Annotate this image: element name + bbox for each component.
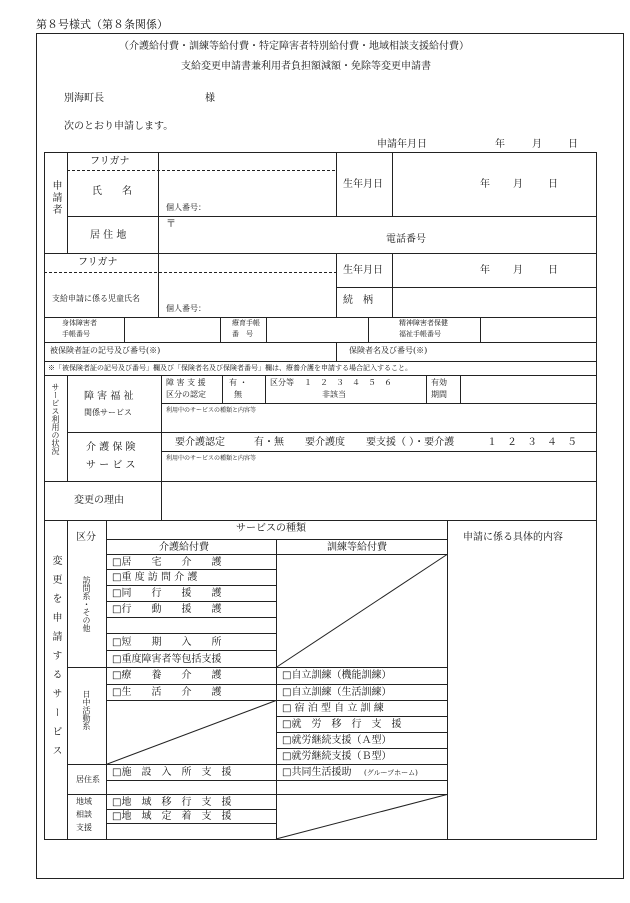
certificate-note: ※「被保険者証の記号及び番号」欄及び「保険者名及び保険者番号」欄は、療養介護を申請する場合記入すること。 <box>48 364 412 372</box>
usage-section-label: サービス利用の状況 <box>51 383 60 455</box>
care-benefits-header: 介護給付費 <box>159 542 209 553</box>
checkbox-residential-training[interactable]: □ 宿 泊 型 自 立 訓 練 <box>282 703 384 714</box>
rehab-cert-label-1: 療育手帳 <box>232 319 260 327</box>
group-community-label-1: 地域 <box>76 797 92 806</box>
application-date-month[interactable]: 月 <box>532 139 542 150</box>
applicant-birth-year[interactable]: 年 <box>480 179 490 190</box>
disability-service-label: 障 害 福 祉 <box>84 391 134 402</box>
checkbox-life-care[interactable]: □生 活 介 護 <box>112 687 222 698</box>
classification-yes-no-1[interactable]: 有 ・ <box>229 378 248 387</box>
support-level-label[interactable]: 要支援（ ）・要介護 <box>366 437 455 448</box>
child-birth-month[interactable]: 月 <box>513 265 523 276</box>
applicant-address-label: 居 住 地 <box>90 230 127 241</box>
insured-symbol-label: 被保険者証の記号及び番号(※) <box>50 346 161 355</box>
checkbox-behavior-support[interactable]: □行 動 援 護 <box>112 604 222 615</box>
training-benefits-header: 訓練等給付費 <box>327 542 387 553</box>
checkbox-group-living[interactable]: □共同生活援助 <box>282 767 352 778</box>
applicant-name-label: 氏 名 <box>92 186 132 197</box>
applicant-birthdate-label: 生年月日 <box>343 179 383 190</box>
class-non-applicable[interactable]: 非該当 <box>322 390 346 399</box>
child-furigana-label: フリガナ <box>78 257 118 268</box>
postal-mark: 〒 <box>166 219 176 230</box>
group-home-note: (グループホーム) <box>364 769 418 777</box>
validity-label-1: 有効 <box>431 378 447 387</box>
checkbox-home-care[interactable]: □居 宅 介 護 <box>112 557 222 568</box>
mental-cert-label-1: 精神障害者保健 <box>399 319 448 327</box>
addressee: 別海町長 <box>64 93 104 104</box>
application-date-day[interactable]: 日 <box>568 139 578 150</box>
care-cert-label: 要介護認定 <box>175 437 225 448</box>
applicant-personal-number-label: 個人番号： <box>166 203 206 212</box>
applicant-furigana-label: フリガナ <box>90 156 130 167</box>
care-service-detail-label: 利用中のサービスの種類と内容等 <box>166 455 257 462</box>
validity-label-2: 期間 <box>431 390 447 399</box>
child-birth-year[interactable]: 年 <box>480 265 490 276</box>
form-number: 第８号様式（第８条関係） <box>36 18 168 31</box>
form-title-line2: 支給変更申請書兼利用者負担額減額・免除等変更申請書 <box>181 61 431 72</box>
intro-text: 次のとおり申請します。 <box>64 121 174 132</box>
change-reason-label: 変更の理由 <box>74 495 124 506</box>
group-community-label-2: 相談 <box>76 810 92 819</box>
form-title-line1: （介護給付費・訓練等給付費・特定障害者特別給付費・地域相談支援給付費） <box>119 41 469 52</box>
child-personal-number-label: 個人番号： <box>166 304 206 313</box>
checkbox-severe-visit-care[interactable]: □重 度 訪 問 介 護 <box>112 572 198 583</box>
applicant-birth-month[interactable]: 月 <box>513 179 523 190</box>
addressee-honorific: 様 <box>205 93 215 104</box>
classification-yes-no-2[interactable]: 無 <box>234 390 242 399</box>
disability-service-label-2: 関係サービス <box>84 408 132 417</box>
classification-label-2: 区分の認定 <box>166 390 206 399</box>
applicant-phone-label: 電話番号 <box>386 234 426 245</box>
checkbox-community-settlement[interactable]: □地 域 定 着 支 援 <box>112 811 232 822</box>
service-types-header: サービスの種類 <box>236 523 306 534</box>
rehab-cert-label-2: 番 号 <box>232 330 253 338</box>
group-residence-label: 居住系 <box>76 775 100 784</box>
application-date-label: 申請年月日 <box>377 139 427 150</box>
disability-service-detail-label: 利用中のサービスの種類と内容等 <box>166 407 257 414</box>
applicant-birth-day[interactable]: 日 <box>548 179 558 190</box>
care-cert-yes-no[interactable]: 有・無 <box>254 437 284 448</box>
checkbox-short-stay[interactable]: □短 期 入 所 <box>112 637 222 648</box>
group-day-label: 日中活動系 <box>82 690 91 730</box>
category-header: 区分 <box>76 532 96 543</box>
physical-cert-label-2: 手帳番号 <box>62 330 90 338</box>
checkbox-employment-transition[interactable]: □就 労 移 行 支 援 <box>282 719 402 730</box>
checkbox-employment-a[interactable]: □就労継続支援（Ａ型） <box>282 735 392 746</box>
application-date-year[interactable]: 年 <box>495 139 505 150</box>
checkbox-community-transition[interactable]: □地 域 移 行 支 援 <box>112 797 232 808</box>
checkbox-accompaniment[interactable]: □同 行 援 護 <box>112 588 222 599</box>
checkbox-employment-b[interactable]: □就労継続支援（Ｂ型） <box>282 751 392 762</box>
checkbox-comprehensive-support[interactable]: □重度障害者等包括支援 <box>112 654 222 665</box>
checkbox-facility-admission[interactable]: □施 設 入 所 支 援 <box>112 767 232 778</box>
checkbox-medical-care[interactable]: □療 養 介 護 <box>112 670 222 681</box>
care-level-label: 要介護度 <box>305 437 345 448</box>
group-visit-label: 訪問系・その他 <box>82 576 91 632</box>
services-section-label: 変更を申請するサービス <box>50 555 61 764</box>
care-service-label: 介 護 保 険 <box>86 442 136 453</box>
insurer-label: 保険者名及び番号(※) <box>349 346 428 355</box>
child-relation-label: 続 柄 <box>343 295 373 306</box>
care-level-numbers[interactable]: １ ２ ３ ４ ５ <box>487 437 577 448</box>
child-birthdate-label: 生年月日 <box>343 265 383 276</box>
group-community-label-3: 支援 <box>76 823 92 832</box>
care-service-label-2: サ ー ビ ス <box>86 460 136 471</box>
mental-cert-label-2: 福祉手帳番号 <box>399 330 441 338</box>
checkbox-life-training[interactable]: □自立訓練（生活訓練） <box>282 687 392 698</box>
physical-cert-label-1: 身体障害者 <box>62 319 97 327</box>
child-name-label: 支給申請に係る児童氏名 <box>52 294 140 303</box>
class-numbers[interactable]: １ ２ ３ ４ ５ ６ <box>304 378 392 387</box>
checkbox-functional-training[interactable]: □自立訓練（機能訓練） <box>282 670 392 681</box>
details-header: 申請に係る具体的内容 <box>463 532 563 543</box>
class-label: 区分等 <box>270 378 294 387</box>
applicant-section-label: 申請者 <box>50 180 61 216</box>
child-birth-day[interactable]: 日 <box>548 265 558 276</box>
classification-label-1: 障 害 支 援 <box>166 378 206 387</box>
